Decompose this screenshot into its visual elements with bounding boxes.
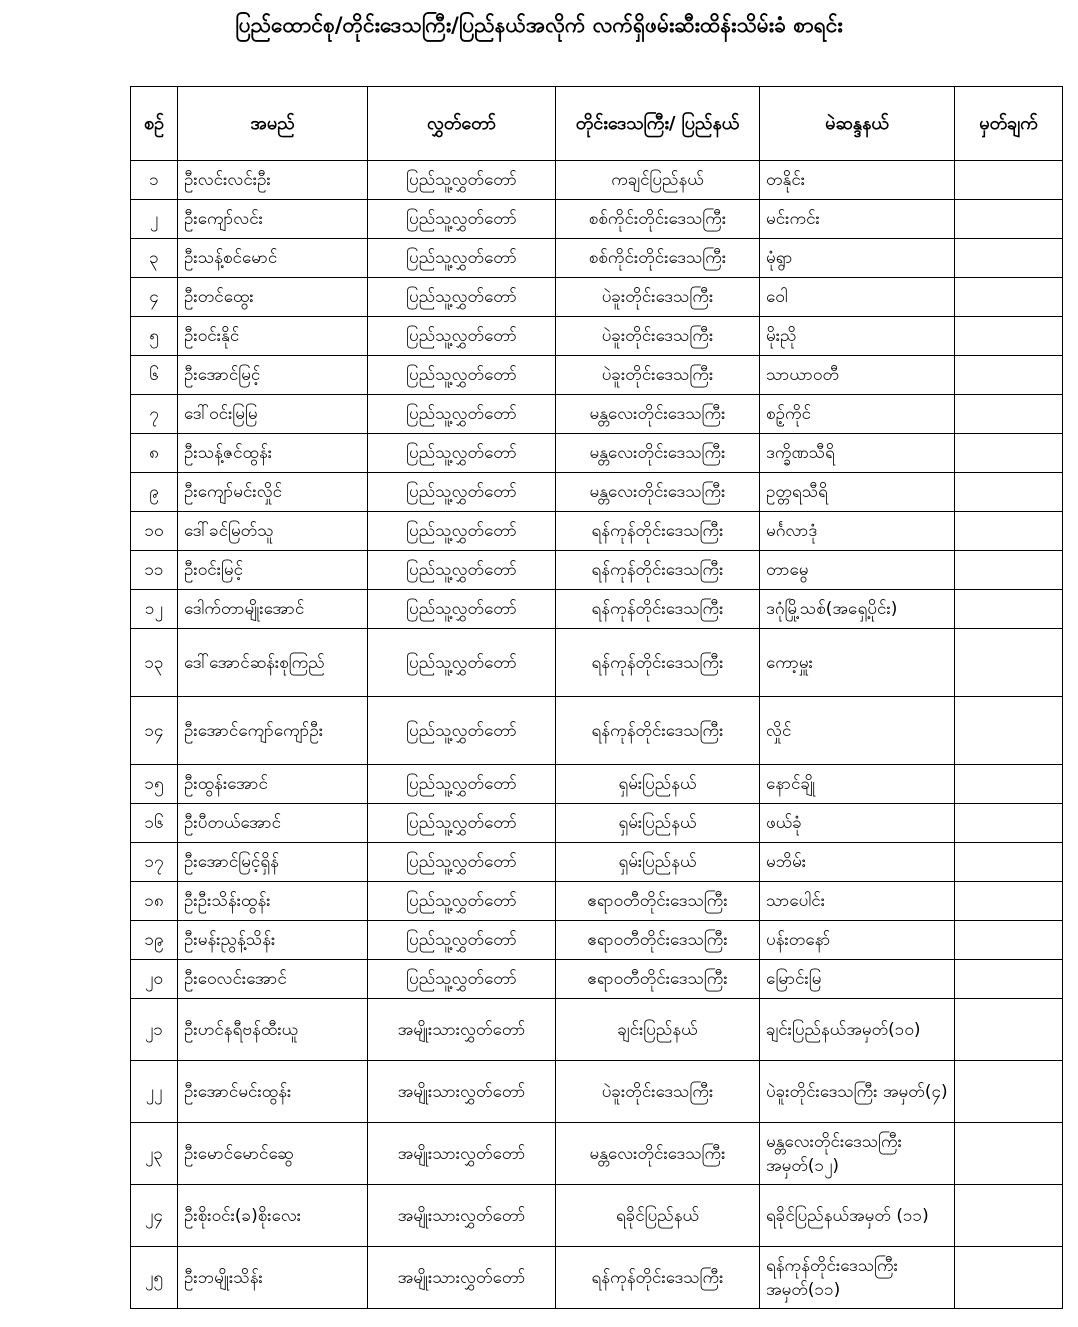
cell-constituency: သာယာဝတီ [760, 356, 955, 395]
cell-region: ရန်ကုန်တိုင်းဒေသကြီး [556, 629, 760, 697]
table-row [131, 317, 1063, 356]
table-row [131, 239, 1063, 278]
table-row [131, 473, 1063, 512]
cell-constituency: ချင်းပြည်နယ်အမှတ်(၁၀) [760, 999, 955, 1061]
table-row [131, 200, 1063, 239]
cell-remark [955, 1123, 1063, 1185]
cell-remark [955, 473, 1063, 512]
cell-name: ဦးမန်းညွန့်သိန်း [178, 921, 368, 960]
cell-constituency: စဉ့်ကိုင် [760, 395, 955, 434]
cell-house: ပြည်သူ့လွှတ်တော် [368, 843, 556, 882]
table-row [131, 356, 1063, 395]
cell-remark [955, 921, 1063, 960]
cell-remark [955, 434, 1063, 473]
cell-number: ၂၅ [131, 1247, 178, 1309]
cell-name: ဦးမောင်မောင်ဆွေ [178, 1123, 368, 1185]
cell-house: ပြည်သူ့လွှတ်တော် [368, 551, 556, 590]
cell-house: ပြည်သူ့လွှတ်တော် [368, 239, 556, 278]
cell-region: ရခိုင်ပြည်နယ် [556, 1185, 760, 1247]
cell-name: ဦးစိုးဝင်း(ခ)စိုးလေး [178, 1185, 368, 1247]
cell-name: ဦးဦးသိန်းထွန်း [178, 882, 368, 921]
cell-house: ပြည်သူ့လွှတ်တော် [368, 882, 556, 921]
cell-name: ဦးအောင်မြင့်ရှိန် [178, 843, 368, 882]
cell-house: ပြည်သူ့လွှတ်တော် [368, 317, 556, 356]
cell-house: ပြည်သူ့လွှတ်တော် [368, 395, 556, 434]
column-header-region: တိုင်းဒေသကြီး/ ပြည်နယ် [556, 87, 760, 161]
cell-house: ပြည်သူ့လွှတ်တော် [368, 200, 556, 239]
cell-number: ၁၈ [131, 882, 178, 921]
cell-number: ၂၄ [131, 1185, 178, 1247]
table-row [131, 434, 1063, 473]
cell-name: ဒေါက်တာမျိုးအောင် [178, 590, 368, 629]
table-row [131, 590, 1063, 629]
cell-name: ဦးဟင်နရီဗန်ထီးယူ [178, 999, 368, 1061]
cell-constituency: ဒဂုံမြို့သစ်(အရှေ့ပိုင်း) [760, 590, 955, 629]
column-header-no: စဉ် [131, 87, 178, 161]
cell-constituency: ကော့မှူး [760, 629, 955, 697]
cell-name: ဒေါ်ခင်မြတ်သူ [178, 512, 368, 551]
cell-house: ပြည်သူ့လွှတ်တော် [368, 629, 556, 697]
cell-remark [955, 804, 1063, 843]
cell-remark [955, 551, 1063, 590]
cell-house: ပြည်သူ့လွှတ်တော် [368, 473, 556, 512]
column-header-name: အမည် [178, 87, 368, 161]
cell-name: ဦးသန့်ဇင်ထွန်း [178, 434, 368, 473]
cell-house: ပြည်သူ့လွှတ်တော် [368, 590, 556, 629]
page-title: ပြည်ထောင်စု/တိုင်းဒေသကြီး/ပြည်နယ်အလိုက် လက်ရှိဖမ်းဆီးထိန်းသိမ်းခံ စာရင်း [235, 13, 843, 37]
table-body [131, 161, 1063, 1309]
cell-name: ဦးဘမျိုးသိန်း [178, 1247, 368, 1309]
column-header-constituency: မဲဆန္ဒနယ် [760, 87, 955, 161]
cell-constituency: တာမွေ [760, 551, 955, 590]
cell-house: ပြည်သူ့လွှတ်တော် [368, 960, 556, 999]
cell-remark [955, 356, 1063, 395]
cell-remark [955, 590, 1063, 629]
cell-number: ၂ [131, 200, 178, 239]
cell-constituency: မန္တလေးတိုင်းဒေသကြီး အမှတ်(၁၂) [760, 1123, 955, 1185]
cell-constituency: မိုးညို [760, 317, 955, 356]
cell-number: ၁၆ [131, 804, 178, 843]
table-row [131, 843, 1063, 882]
cell-name: ဦးပီတယ်အောင် [178, 804, 368, 843]
cell-house: အမျိုးသားလွှတ်တော် [368, 1061, 556, 1123]
table-row [131, 512, 1063, 551]
table-row [131, 921, 1063, 960]
cell-number: ၁ [131, 161, 178, 200]
table-row [131, 765, 1063, 804]
cell-region: ရန်ကုန်တိုင်းဒေသကြီး [556, 1247, 760, 1309]
cell-remark [955, 161, 1063, 200]
cell-number: ၁၇ [131, 843, 178, 882]
cell-remark [955, 629, 1063, 697]
cell-constituency: ဒက္ခိဏသီရိ [760, 434, 955, 473]
cell-remark [955, 317, 1063, 356]
cell-remark [955, 843, 1063, 882]
cell-region: ရန်ကုန်တိုင်းဒေသကြီး [556, 590, 760, 629]
cell-number: ၁၉ [131, 921, 178, 960]
cell-remark [955, 765, 1063, 804]
cell-number: ၇ [131, 395, 178, 434]
cell-region: ဧရာဝတီတိုင်းဒေသကြီး [556, 960, 760, 999]
table-row [131, 629, 1063, 697]
cell-remark [955, 1061, 1063, 1123]
cell-name: ဦးကျော်လင်း [178, 200, 368, 239]
cell-house: ပြည်သူ့လွှတ်တော် [368, 161, 556, 200]
cell-number: ၂၂ [131, 1061, 178, 1123]
cell-region: ချင်းပြည်နယ် [556, 999, 760, 1061]
cell-house: အမျိုးသားလွှတ်တော် [368, 999, 556, 1061]
table-row [131, 1185, 1063, 1247]
detainee-table [130, 86, 1063, 1309]
cell-name: ဦးအောင်မင်းထွန်း [178, 1061, 368, 1123]
cell-remark [955, 999, 1063, 1061]
cell-region: ပဲခူးတိုင်းဒေသကြီး [556, 317, 760, 356]
cell-name: ဦးဝေလင်းအောင် [178, 960, 368, 999]
cell-remark [955, 239, 1063, 278]
cell-region: မန္တလေးတိုင်းဒေသကြီး [556, 395, 760, 434]
cell-region: စစ်ကိုင်းတိုင်းဒေသကြီး [556, 239, 760, 278]
table-row [131, 882, 1063, 921]
table-row [131, 278, 1063, 317]
cell-region: ရှမ်းပြည်နယ် [556, 804, 760, 843]
cell-number: ၁၄ [131, 697, 178, 765]
cell-number: ၁၀ [131, 512, 178, 551]
cell-name: ဦးဝင်းနိုင် [178, 317, 368, 356]
cell-number: ၆ [131, 356, 178, 395]
cell-region: ပဲခူးတိုင်းဒေသကြီး [556, 278, 760, 317]
table-row [131, 1061, 1063, 1123]
table-row [131, 551, 1063, 590]
cell-constituency: မြောင်းမြ [760, 960, 955, 999]
table-row [131, 161, 1063, 200]
cell-remark [955, 278, 1063, 317]
table-row [131, 960, 1063, 999]
cell-name: ဦးအောင်မြင့် [178, 356, 368, 395]
cell-number: ၁၃ [131, 629, 178, 697]
cell-region: ဧရာဝတီတိုင်းဒေသကြီး [556, 921, 760, 960]
table-row [131, 1247, 1063, 1309]
cell-house: ပြည်သူ့လွှတ်တော် [368, 512, 556, 551]
cell-name: ဦးကျော်မင်းလှိုင် [178, 473, 368, 512]
cell-house: ပြည်သူ့လွှတ်တော် [368, 697, 556, 765]
cell-number: ၂၃ [131, 1123, 178, 1185]
table-row [131, 999, 1063, 1061]
cell-name: ဦးထွန်းအောင် [178, 765, 368, 804]
cell-region: ကချင်ပြည်နယ် [556, 161, 760, 200]
cell-constituency: ရခိုင်ပြည်နယ်အမှတ် (၁၁) [760, 1185, 955, 1247]
cell-remark [955, 697, 1063, 765]
cell-region: ရန်ကုန်တိုင်းဒေသကြီး [556, 512, 760, 551]
cell-remark [955, 1247, 1063, 1309]
cell-number: ၈ [131, 434, 178, 473]
table-row [131, 804, 1063, 843]
cell-name: ဦးလင်းလင်းဦး [178, 161, 368, 200]
cell-constituency: ဝေါ [760, 278, 955, 317]
cell-remark [955, 882, 1063, 921]
cell-region: မန္တလေးတိုင်းဒေသကြီး [556, 473, 760, 512]
cell-name: ဦးဝင်းမြင့် [178, 551, 368, 590]
cell-number: ၄ [131, 278, 178, 317]
cell-constituency: သာပေါင်း [760, 882, 955, 921]
column-header-remark: မှတ်ချက် [955, 87, 1063, 161]
cell-house: အမျိုးသားလွှတ်တော် [368, 1185, 556, 1247]
cell-house: ပြည်သူ့လွှတ်တော် [368, 921, 556, 960]
cell-remark [955, 1185, 1063, 1247]
cell-house: ပြည်သူ့လွှတ်တော် [368, 765, 556, 804]
cell-region: ဧရာဝတီတိုင်းဒေသကြီး [556, 882, 760, 921]
cell-constituency: ဖယ်ခုံ [760, 804, 955, 843]
cell-region: ရန်ကုန်တိုင်းဒေသကြီး [556, 551, 760, 590]
cell-constituency: ရန်ကုန်တိုင်းဒေသကြီး အမှတ်(၁၁) [760, 1247, 955, 1309]
cell-region: ရန်ကုန်တိုင်းဒေသကြီး [556, 697, 760, 765]
cell-region: စစ်ကိုင်းတိုင်းဒေသကြီး [556, 200, 760, 239]
cell-region: ရှမ်းပြည်နယ် [556, 765, 760, 804]
table-row [131, 1123, 1063, 1185]
cell-constituency: မင်္ဂလာဒုံ [760, 512, 955, 551]
cell-house: အမျိုးသားလွှတ်တော် [368, 1123, 556, 1185]
cell-region: မန္တလေးတိုင်းဒေသကြီး [556, 1123, 760, 1185]
cell-number: ၅ [131, 317, 178, 356]
cell-number: ၁၁ [131, 551, 178, 590]
cell-constituency: တနိုင်း [760, 161, 955, 200]
cell-constituency: လှိုင် [760, 697, 955, 765]
cell-remark [955, 200, 1063, 239]
cell-constituency: မဘိမ်း [760, 843, 955, 882]
cell-constituency: ဥတ္တရသီရိ [760, 473, 955, 512]
cell-number: ၁၂ [131, 590, 178, 629]
cell-remark [955, 395, 1063, 434]
cell-constituency: ပဲခူးတိုင်းဒေသကြီး အမှတ်(၄) [760, 1061, 955, 1123]
cell-number: ၃ [131, 239, 178, 278]
cell-region: ပဲခူးတိုင်းဒေသကြီး [556, 1061, 760, 1123]
cell-constituency: မုံရွာ [760, 239, 955, 278]
cell-number: ၂၀ [131, 960, 178, 999]
cell-constituency: ပန်းတနော် [760, 921, 955, 960]
cell-constituency: နောင်ချို [760, 765, 955, 804]
table-row [131, 697, 1063, 765]
cell-house: ပြည်သူ့လွှတ်တော် [368, 278, 556, 317]
table-row [131, 395, 1063, 434]
table-header-row [131, 87, 1063, 161]
cell-house: အမျိုးသားလွှတ်တော် [368, 1247, 556, 1309]
cell-number: ၉ [131, 473, 178, 512]
cell-region: ပဲခူးတိုင်းဒေသကြီး [556, 356, 760, 395]
cell-constituency: မင်းကင်း [760, 200, 955, 239]
cell-region: ရှမ်းပြည်နယ် [556, 843, 760, 882]
cell-house: ပြည်သူ့လွှတ်တော် [368, 434, 556, 473]
cell-number: ၂၁ [131, 999, 178, 1061]
cell-remark [955, 960, 1063, 999]
cell-remark [955, 512, 1063, 551]
cell-name: ဒေါ်ဝင်းမြမြ [178, 395, 368, 434]
cell-number: ၁၅ [131, 765, 178, 804]
cell-house: ပြည်သူ့လွှတ်တော် [368, 356, 556, 395]
cell-name: ဦးသန့်စင်မောင် [178, 239, 368, 278]
cell-name: ဦးအောင်ကျော်ကျော်ဦး [178, 697, 368, 765]
cell-name: ဒေါ်အောင်ဆန်းစုကြည် [178, 629, 368, 697]
cell-name: ဦးတင်ထွေး [178, 278, 368, 317]
cell-region: မန္တလေးတိုင်းဒေသကြီး [556, 434, 760, 473]
cell-house: ပြည်သူ့လွှတ်တော် [368, 804, 556, 843]
column-header-house: လွှတ်တော် [368, 87, 556, 161]
